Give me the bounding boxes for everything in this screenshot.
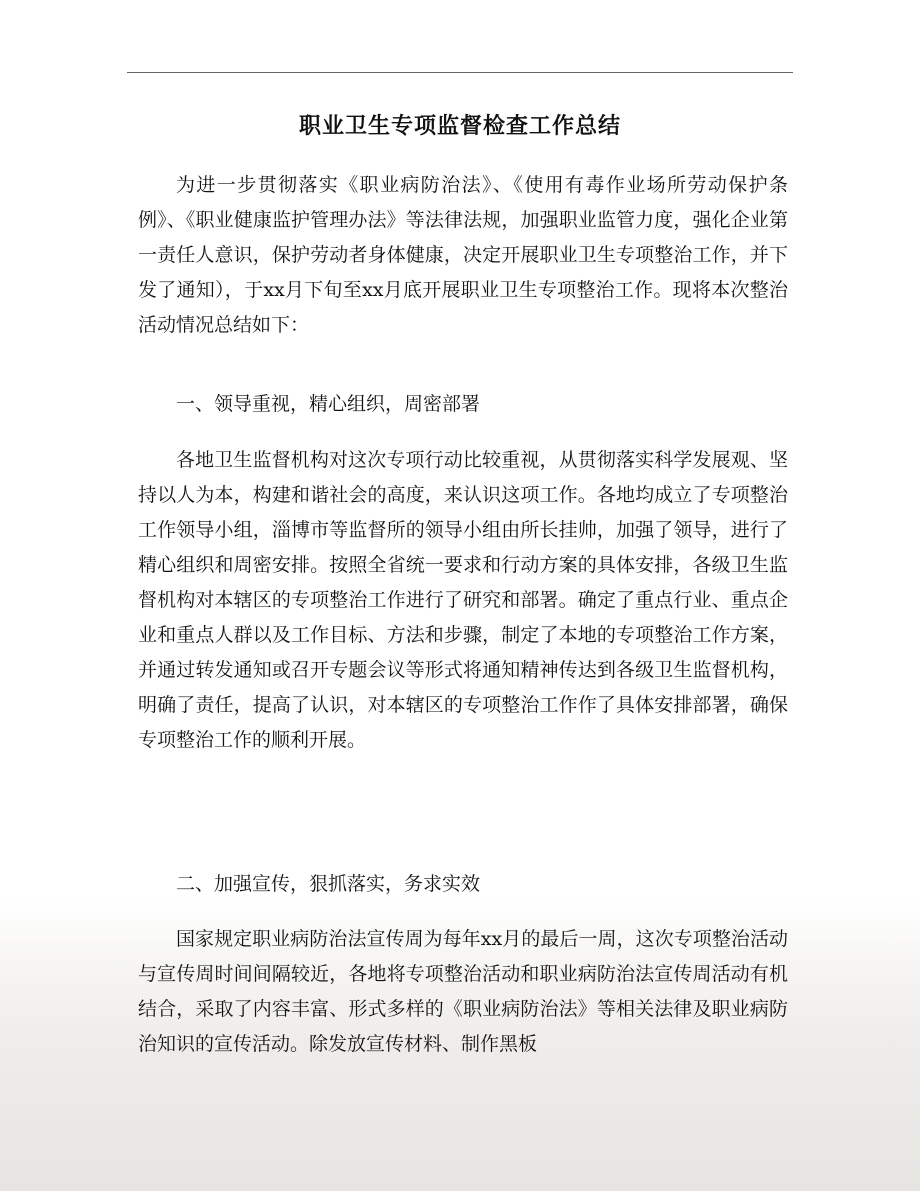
section-paragraph-2: 国家规定职业病防治法宣传周为每年xx月的最后一周，这次专项整治活动与宣传周时间间隔较近，各地将专项整治活动和职业病防治法宣传周活动有机结合，采取了内容丰富、形式多样的《职业病防治法》等相关法律及职业病防治知识的宣传活动。除发放宣传材料、制作黑板 (138, 928, 788, 1055)
header-rule (127, 72, 793, 73)
intro-paragraph: 为进一步贯彻落实《职业病防治法》、《使用有毒作业场所劳动保护条例》、《职业健康监护管理办法》等法律法规，加强职业监管力度，强化企业第一责任人意识，保护劳动者身体健康，决定开展职业卫生专项整治工作，并下发了通知），于xx月下旬至xx月底开展职业卫生专项整治工作。现将本次整治活动情况总结如下： (138, 174, 788, 336)
section-heading-2: 二、加强宣传，狠抓落实，务求实效 (176, 873, 481, 895)
document-title: 职业卫生专项监督检查工作总结 (298, 113, 621, 139)
section-heading-1: 一、领导重视，精心组织，周密部署 (176, 393, 481, 415)
section-paragraph-1: 各地卫生监督机构对这次专项行动比较重视，从贯彻落实科学发展观、坚持以人为本，构建和谐社会的高度，来认识这项工作。各地均成立了专项整治工作领导小组，淄博市等监督所的领导小组由所长挂帅，加强了领导，进行了精心组织和周密安排。按照全省统一要求和行动方案的具体安排，各级卫生监督机构对本辖区的专项整治工作进行了研究和部署。确定了重点行业、重点企业和重点人群以及工作目标、方法和步骤，制定了本地的专项整治工作方案，并通过转发通知或召开专题会议等形式将通知精神传达到各级卫生监督机构，明确了责任，提高了认识，对本辖区的专项整治工作作了具体安排部署，确保专项整治工作的顺利开展。 (138, 449, 788, 751)
